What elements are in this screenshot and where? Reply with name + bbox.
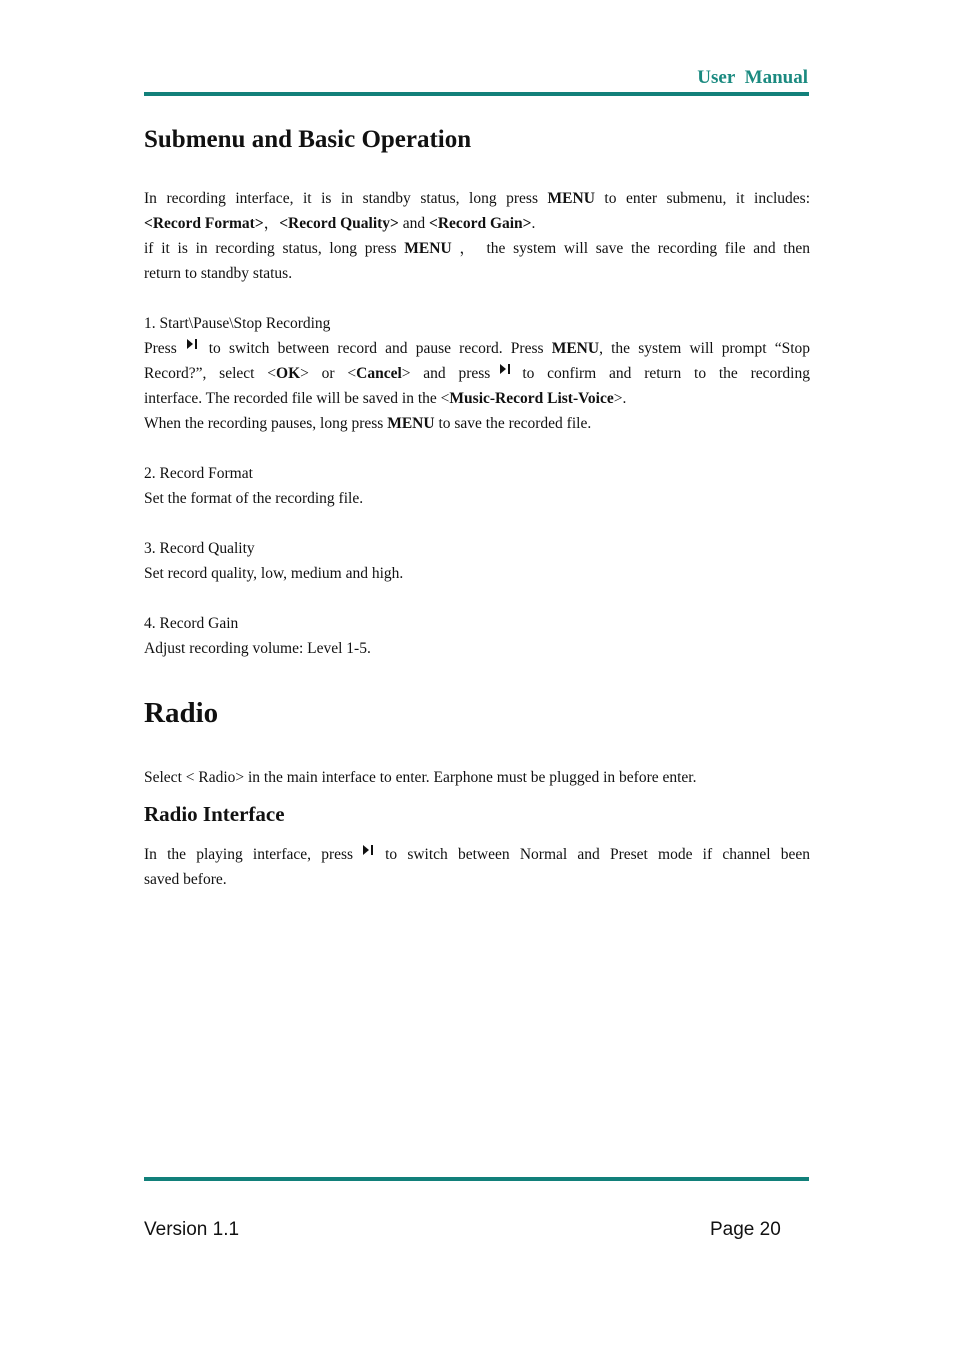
intro-line-2: <Record Format>，<Record Quality> and <Record Gain>. <box>144 215 536 232</box>
paragraph-radio-intro: Select < Radio> in the main interface to enter. Earphone must be plugged in before enter. <box>144 769 697 786</box>
cancel-option: Cancel <box>356 365 402 382</box>
option-record-quality: <Record Quality> <box>279 215 399 232</box>
section-title-radio: Radio <box>144 697 219 729</box>
menu-key: MENU <box>551 340 600 357</box>
intro-line-3: if it is in recording status, long press MENU ， the system will save the recording file and then <box>144 240 810 257</box>
item-title: 1. Start\Pause\Stop Recording <box>144 315 331 332</box>
paragraph-radio-interface <box>144 842 810 892</box>
menu-key: MENU <box>387 415 435 432</box>
radio-line-1: In the playing interface, press to switch between Normal and Preset mode if channel been <box>144 846 810 863</box>
item-desc: Set record quality, low, medium and high. <box>144 565 404 582</box>
item-record-format <box>144 461 810 511</box>
intro-line-4: return to standby status. <box>144 265 293 282</box>
play-pause-icon <box>186 338 200 350</box>
menu-key: MENU <box>547 190 595 207</box>
option-record-gain: <Record Gain> <box>429 215 532 232</box>
footer-rule <box>144 1177 809 1181</box>
item-line-2: Record?”, select <OK> or <Cancel> and press to confirm and return to the recording <box>144 365 810 382</box>
item-title: 2. Record Format <box>144 465 253 482</box>
subsection-title-radio-interface: Radio Interface <box>144 802 285 826</box>
item-title: 4. Record Gain <box>144 615 239 632</box>
save-path: Music-Record List-Voice <box>449 390 614 407</box>
menu-key: MENU <box>404 240 452 257</box>
item-desc: Set the format of the recording file. <box>144 490 364 507</box>
item-line-1: Press to switch between record and pause record. Press MENU, the system will prompt “Stop <box>144 340 810 357</box>
item-desc: Adjust recording volume: Level 1-5. <box>144 640 371 657</box>
footer-page-number: Page 20 <box>710 1219 781 1240</box>
play-pause-icon <box>362 844 376 856</box>
item-title: 3. Record Quality <box>144 540 255 557</box>
item-record-quality <box>144 536 810 586</box>
paragraph-submenu-intro <box>144 186 810 286</box>
item-record-gain <box>144 611 810 661</box>
item-line-3: interface. The recorded file will be saved in the <Music-Record List-Voice>. <box>144 390 627 407</box>
ok-option: OK <box>276 365 301 382</box>
item-line-4: When the recording pauses, long press MENU to save the recorded file. <box>144 415 592 432</box>
footer-version: Version 1.1 <box>144 1219 240 1240</box>
header-rule <box>144 92 809 96</box>
item-start-pause-stop <box>144 311 810 436</box>
intro-line-1: In recording interface, it is in standby status, long press MENU to enter submenu, it includes: <box>144 190 811 207</box>
play-pause-icon <box>499 363 513 375</box>
option-record-format: <Record Format> <box>144 215 264 232</box>
section-title-submenu: Submenu and Basic Operation <box>144 126 472 153</box>
radio-line-2: saved before. <box>144 871 227 888</box>
header-title: User Manual <box>697 67 808 88</box>
